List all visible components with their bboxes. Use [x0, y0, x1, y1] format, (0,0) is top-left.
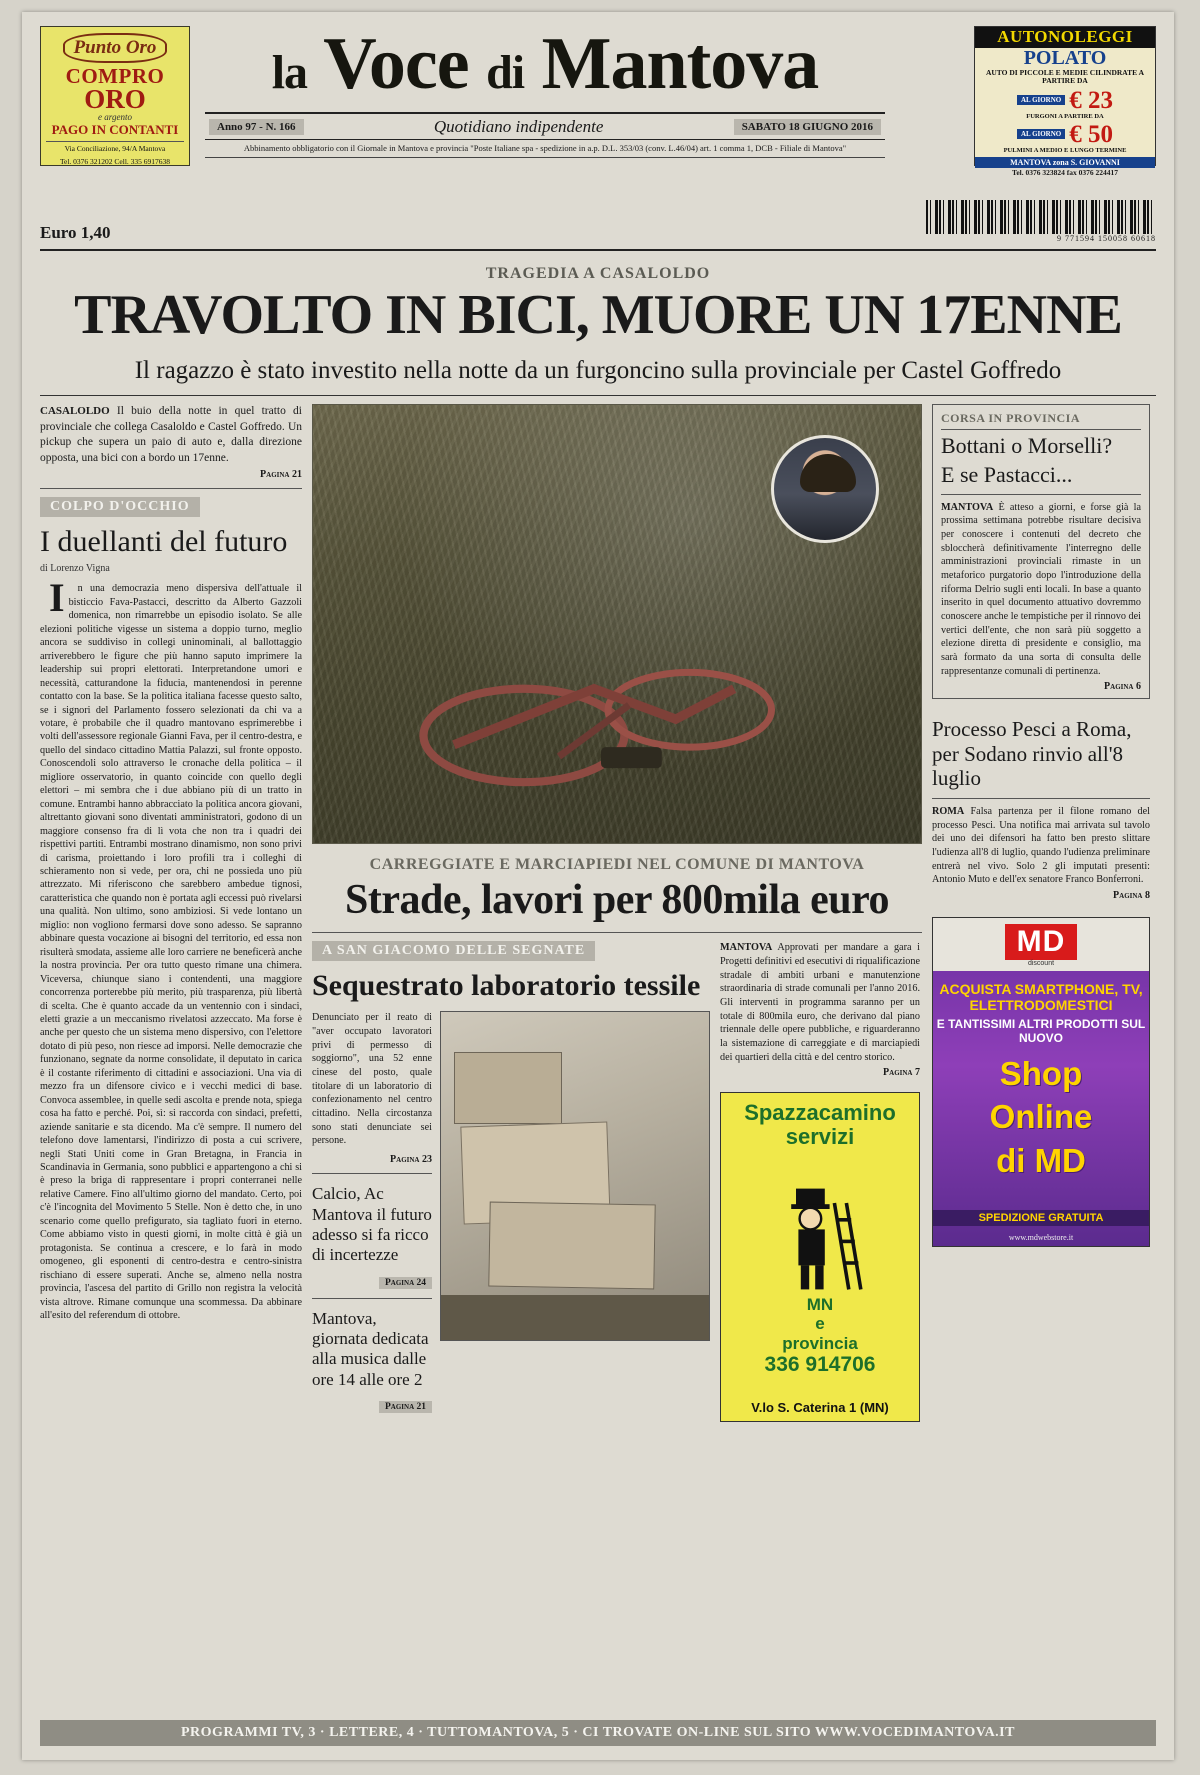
- tessile-block: [312, 941, 710, 1422]
- tessile-photo-col: [440, 1011, 710, 1414]
- ad-md-line1: ACQUISTA SMARTPHONE, TV, ELETTRODOMESTICI: [939, 980, 1143, 1013]
- lead-body: Il buio della notte in quel tratto di provinciale che collega Casaloldo e Castel Goffredo. Un pickup che supera un paio di auto e, dalla direzione opposta, una bici con a bordo un 17enne.: [40, 405, 303, 464]
- mid-lower-row: [312, 941, 922, 1422]
- ad-oro-compro: COMPRO: [65, 64, 165, 88]
- opinion-title: I duellanti del futuro: [40, 525, 288, 559]
- ad-auto-label-1: AL GIORNO: [1017, 95, 1065, 105]
- newspaper-sheet: [22, 12, 1174, 1760]
- opinion-tag: COLPO D'OCCHIO: [40, 497, 200, 517]
- mid-story-kicker: CARREGGIATE E MARCIAPIEDI NEL COMUNE DI MANTOVA: [369, 856, 865, 874]
- ad-auto-title: AUTONOLEGGI: [975, 27, 1155, 48]
- lead-page-ref[interactable]: Pagina 21: [260, 469, 302, 481]
- ad-auto-name: POLATO: [1023, 46, 1107, 69]
- ad-auto-label-2: AL GIORNO: [1017, 129, 1065, 139]
- ad-spazzacamino-wrap[interactable]: [720, 1092, 920, 1422]
- ad-spazza-area: [721, 1295, 919, 1378]
- title-di: di: [486, 46, 525, 99]
- title-la: la: [271, 46, 308, 99]
- issue-date: SABATO 18 GIUGNO 2016: [734, 119, 881, 135]
- ad-oro-word: ORO: [84, 84, 146, 114]
- mid-story-text-col: [720, 941, 920, 1422]
- ad-oro-argento: e argento: [98, 111, 132, 122]
- lead-article-text: [40, 404, 302, 466]
- ad-md-logo-sub: discount: [1027, 959, 1055, 967]
- right-top-box: [932, 404, 1150, 699]
- divider-right-2: [941, 494, 1141, 495]
- teaser-2-text[interactable]: Mantova, giornata dedicata alla musica dalle ore 14 alle ore 2: [312, 1308, 429, 1389]
- mid-story-body: [720, 941, 920, 1064]
- right-bottom-title: Processo Pesci a Roma, per Sodano rinvio all'8 luglio: [932, 717, 1132, 790]
- lead-city: CASALOLDO: [40, 405, 110, 418]
- ad-auto-location: MANTOVA zona S. GIOVANNI: [975, 157, 1155, 168]
- ad-auto-note-2: PULMINI A MEDIO E LUNGO TERMINE: [1003, 146, 1127, 154]
- masthead-info-bar: [205, 112, 885, 140]
- ad-md-logo: MD: [1005, 924, 1078, 960]
- right-top-text: È atteso a giorni, e forse già la prossima settimana potrebbe risultare decisiva per conoscere i contenuti del decreto che sbloccherà definitivamente l'interregno delle amministrazioni provinciali rimaste in un metaforico purgatorio dopo l'introduzione della riforma Delrio sugli enti locali. In base a quanto inserito in quel documento attuativo dovremmo conoscere anche le tempistiche per il rinnovo dei vertici dell'ente, che non sarà più soggetto a elezione diretta di presidente e consiglio, ma sarà formato da una sorta di consulta delle rappresentanze comunali di pertinenza.: [941, 501, 1142, 677]
- teaser-1-text[interactable]: Calcio, Ac Mantova il futuro adesso si fa ricco di incertezze: [312, 1184, 432, 1265]
- mid-story-headline: Strade, lavori per 800mila euro: [344, 877, 890, 924]
- teaser-1-page-wrap: [312, 1272, 432, 1290]
- photo-carton-2: [489, 1201, 657, 1289]
- tessile-row: [312, 1011, 710, 1414]
- right-top-title-2: E se Pastacci...: [941, 462, 1073, 488]
- column-right: [932, 404, 1150, 1422]
- right-bottom-city: ROMA: [932, 805, 965, 817]
- lead-subhead: Il ragazzo è stato investito nella notte da un furgoncino sulla provinciale per Castel Goffredo: [134, 356, 1062, 384]
- title-voce: Voce: [323, 23, 469, 105]
- divider-right-3: [932, 798, 1150, 799]
- divider-top: [40, 249, 1156, 251]
- subscription-notice: Abbinamento obbligatorio con il Giornale in Mantova e provincia "Poste Italiane spa - spedizione in a.p. D.L. 353/03 (conv. L.46/04) art. 1 comma 1, DCB - Filiale di Mantova": [205, 140, 885, 158]
- ad-auto-row-1: [975, 88, 1155, 113]
- ad-auto-desc: AUTO DI PICCOLE E MEDIE CILINDRATE A PARTIRE DA: [985, 67, 1145, 86]
- opinion-byline: di Lorenzo Vigna: [40, 563, 110, 575]
- photo-carton-3: [454, 1052, 561, 1124]
- tagline: Quotidiano indipendente: [433, 116, 604, 136]
- ad-autonoleggi[interactable]: [974, 26, 1156, 177]
- mid-story-text: Approvati per mandare a gara i Progetti definitivi ed esecutivi di riqualificazione stradale di ambiti urbani e manutenzione straordinaria di strade comunali per l'anno 2016. Gli interventi in programma saranno per un totale di 800mila euro, che derivano dal piano triennale delle opere pubbliche, e riguarderanno la sistemazione di carreggiate e di marciapiedi dei quartieri della città e del centro storico.: [720, 942, 921, 1063]
- content-grid: [40, 404, 1156, 1422]
- ad-md-wrap[interactable]: [932, 917, 1150, 1247]
- opinion-body-text: In una democrazia meno dispersiva dell'attuale il bisticcio Fava-Pastacci, descritto da Alberto Gazzoli domenica, non rimarrebbe un episodio isolato. Se alle elezioni politiche vigesse un sistema a doppio turno, meglio ancora se suddiviso in collegi uninominali, al ballottaggio arriverebbero le figure che più hanno saputo imprimere la leadership sui propri elettorati. Interpretandone umori e necessità, catturandone la fiducia, mantenendosi in perenne contatto con la base. Se la politica italiana facesse questo salto, se i signori del Parlamento fossero selezionati da chi va a votare, è probabile che il quadro mantovano esprimerebbe i volti dell'assessore regionale Gianni Fava, per il centro-destra, e quello del sindaco cittadino Mattia Palazzi, sul fronte opposto. Conoscendoli solo attraverso le cronache della politica – il migliore osservatorio, in quanto coincide con quello degli elettori – mi sembra che i due abbiano più di un tratto in comune. Entrambi hanno abbracciato la politica ancora giovani, altrettanto giovani sono diventati amministratori, godono di un maggiore consenso fra di lì vota che non tra i quadri dei rispettivi partiti. Entrambi mostrano dinamismo, non sono privi di carisma, proiettando i loro profili tra i colleghi di schieramento non si vede, per ora, chi ne possieda uno più attrezzato. Mi riferiscono che sarebbero ambedue tignosi, caratteristica che quando non è portata agli eccessi può rivelarsi una qualità. Non ultimo, sono ambiziosi. Si vede lontano un miglio: non vogliono fermarsi dove sono adesso. Se sapranno abbinare questa vocazione ai bisogni del territorio, ed essa non risulterà smodata, assieme alle loro carriere ne beneficerà anche la nostra provincia. Per ora tutto questo rimane una chimera. Viceversa, chiunque siano i contendenti, una maggiore concorrenza porterebbe più merito, più trasparenza, più libertà di scelta. Che è quanto accade da un ventennio con i sindaci, eletti grazie a un meccanismo rivelatosi azzeccato. Ma forse è anche per questo che un sistema meno dispersivo, con l'elettore dotato di più peso, non riesce ad imporsi. Nelle democrazie che funzionano, segnate da norme consolidate, il deputato in carica è il costante riferimento di cittadini e associazioni. Una via di mezzo fra un difensore civico e i vecchi medici di base. Convoca assemblee, in quelle sedi ascolta e prende nota, spiega cosa ha fatto e perché. Poi, sì: si raccorda con sindaci, prefetti, aziende sanitarie e sta dicendo. Ma c'è sempre. Il numero del telefono dove lamentarsi, l'indirizzo di posta a cui scrivere, negli Stati Uniti come in Gran Bretagna, in Francia in Scandinavia in Germania, sono pubblici e appartengono a chi si è preso la briga di rappresentare i propri conterranei nelle relative Camere. Fino all'ultimo giorno del mandato. Certo, poi c'è l'incognita del Movimento 5 Stelle. Non è detto che, in uno scenario come quello prefigurato, sia tagliato fuori in eterno. Come abbiamo visto in questi giorni, in molte città è già un protagonista. Se continua a crescere, e lo farà in modo omogeneo, gli esponenti di centro-destra e centro-sinistra rischiano di essere superati. Anche se, almeno nella nostra provincia, l'ascesa del partito di Grillo non registra la velocità vista altrove. Rimane comunque una scommessa. Da abbinare all'esito del referendum di ottobre.: [40, 575, 302, 1321]
- teaser-2-page[interactable]: Pagina 21: [379, 1401, 432, 1413]
- divider-right-1: [941, 429, 1141, 430]
- bicycle-wreck-graphic: [362, 607, 873, 817]
- lead-headline: TRAVOLTO IN BICI, MUORE UN 17ENNE: [74, 284, 1122, 346]
- title-mantova: Mantova: [541, 23, 819, 105]
- divider-subhead: [40, 395, 1156, 396]
- tessile-page-ref[interactable]: Pagina 23: [390, 1154, 432, 1166]
- teaser-2-page-wrap: [312, 1396, 432, 1414]
- ad-spazza-mn: MN: [806, 1294, 834, 1314]
- barcode-number: 9 771594 150058 60618: [1057, 234, 1156, 243]
- victim-portrait: [771, 435, 879, 543]
- lead-kicker: TRAGEDIA A CASALOLDO: [485, 265, 711, 282]
- ad-oro-address: Via Conciliazione, 94/A Mantova: [46, 141, 184, 153]
- lead-photo: [312, 404, 922, 844]
- barcode-bars: [926, 200, 1156, 234]
- ad-oro-pago: PAGO IN CONTANTI: [51, 121, 179, 137]
- ad-spazza-e: e: [815, 1314, 825, 1334]
- ad-spazza-line2: servizi: [785, 1123, 855, 1149]
- ad-md-shop2: Online: [989, 1098, 1093, 1136]
- ad-spazza-phone: 336 914706: [764, 1353, 876, 1377]
- tessile-headline: Sequestrato laboratorio tessile: [312, 969, 701, 1003]
- tessile-text-col: [312, 1011, 432, 1414]
- ad-auto-price-2: € 50: [1069, 120, 1113, 148]
- column-left: [40, 404, 302, 1422]
- right-top-city: MANTOVA: [941, 501, 994, 513]
- issue-number: Anno 97 - N. 166: [209, 119, 304, 135]
- divider-teaser-2: [312, 1298, 432, 1299]
- right-bottom-box: [932, 717, 1150, 900]
- page-title: [205, 23, 885, 105]
- page-footer[interactable]: PROGRAMMI TV, 3 · LETTERE, 4 · TUTTOMANTOVA, 5 · CI TROVATE ON-LINE SUL SITO WWW.VOCEDIMANTOVA.IT: [40, 1720, 1156, 1746]
- masthead-title-block: [205, 23, 885, 158]
- barcode: [926, 200, 1156, 243]
- cover-price: Euro 1,40: [40, 223, 111, 242]
- ad-md-shop3: di MD: [996, 1141, 1086, 1179]
- ad-auto-price-1: € 23: [1069, 86, 1113, 114]
- photo-floor: [441, 1295, 709, 1341]
- ad-oro-phone: Tel. 0376 321202 Cell. 335 6917638: [59, 157, 171, 167]
- teaser-1-page[interactable]: Pagina 24: [379, 1277, 432, 1289]
- ad-auto-tel: Tel. 0376 323824 fax 0376 224417: [1012, 167, 1118, 177]
- tessile-photo: [440, 1011, 710, 1341]
- price-barcode-row: [40, 200, 1156, 243]
- ad-md[interactable]: [932, 917, 1150, 1247]
- right-top-body: [941, 501, 1141, 679]
- tessile-tag: A SAN GIACOMO DELLE SEGNATE: [312, 941, 595, 961]
- mid-story-page-ref[interactable]: Pagina 7: [883, 1067, 920, 1079]
- ad-compro-oro[interactable]: [40, 26, 190, 166]
- ad-spazzacamino[interactable]: [720, 1092, 920, 1422]
- right-top-page-ref[interactable]: Pagina 6: [1104, 681, 1141, 693]
- divider-mid: [312, 932, 922, 933]
- chimneysweep-icon: [760, 1179, 880, 1299]
- right-bottom-page-ref[interactable]: Pagina 8: [1113, 889, 1150, 901]
- ad-spazza-line1: Spazzacamino: [744, 1100, 896, 1126]
- column-middle: [312, 404, 922, 1422]
- right-top-kicker: CORSA IN PROVINCIA: [941, 411, 1081, 426]
- divider-opinion: [40, 488, 302, 489]
- ad-auto-row-2: [975, 122, 1155, 147]
- mid-story-city: MANTOVA: [720, 942, 773, 954]
- ad-md-url[interactable]: www.mdwebstore.it: [1008, 1232, 1074, 1242]
- divider-teaser-1: [312, 1173, 432, 1174]
- opinion-body: [40, 575, 302, 1322]
- ad-spazza-address: V.lo S. Caterina 1 (MN): [751, 1400, 889, 1416]
- ad-spazza-provincia: provincia: [782, 1333, 858, 1353]
- right-top-title-1: Bottani o Morselli?: [941, 433, 1113, 459]
- ad-oro-logo: Punto Oro: [63, 33, 167, 63]
- ad-md-shop1: Shop: [999, 1054, 1083, 1092]
- tessile-text: Denunciato per il reato di "aver occupato lavoratori privi di permesso di soggiorno", una 52 enne cinese del posto, quale titolare di un laboratorio di confezionamento nel centro cittadino. Nella circostanza sono stati denunciate sei persone.: [312, 1012, 432, 1147]
- ad-md-line2: E TANTISSIMI ALTRI PRODOTTI SUL NUOVO: [936, 1017, 1146, 1046]
- right-bottom-text: Falsa partenza per il filone romano del processo Pesci. Una notifica mai arrivata sul tavolo dei uno dei difensori ha fatto ben presto slittare l'udienza all'8 di luglio, quando l'udienza preliminare entrerà nel vivo. Solo 2 gli imputati presenti: Antonio Muto e dell'ex senatore Franco Bonferroni.: [932, 805, 1151, 886]
- ad-auto-note-1: FURGONI A PARTIRE DA: [1026, 112, 1104, 120]
- ad-md-footer: SPEDIZIONE GRATUITA: [933, 1210, 1149, 1226]
- masthead: [40, 23, 1156, 194]
- ad-md-logo-area: [933, 918, 1149, 971]
- right-bottom-body: [932, 805, 1150, 887]
